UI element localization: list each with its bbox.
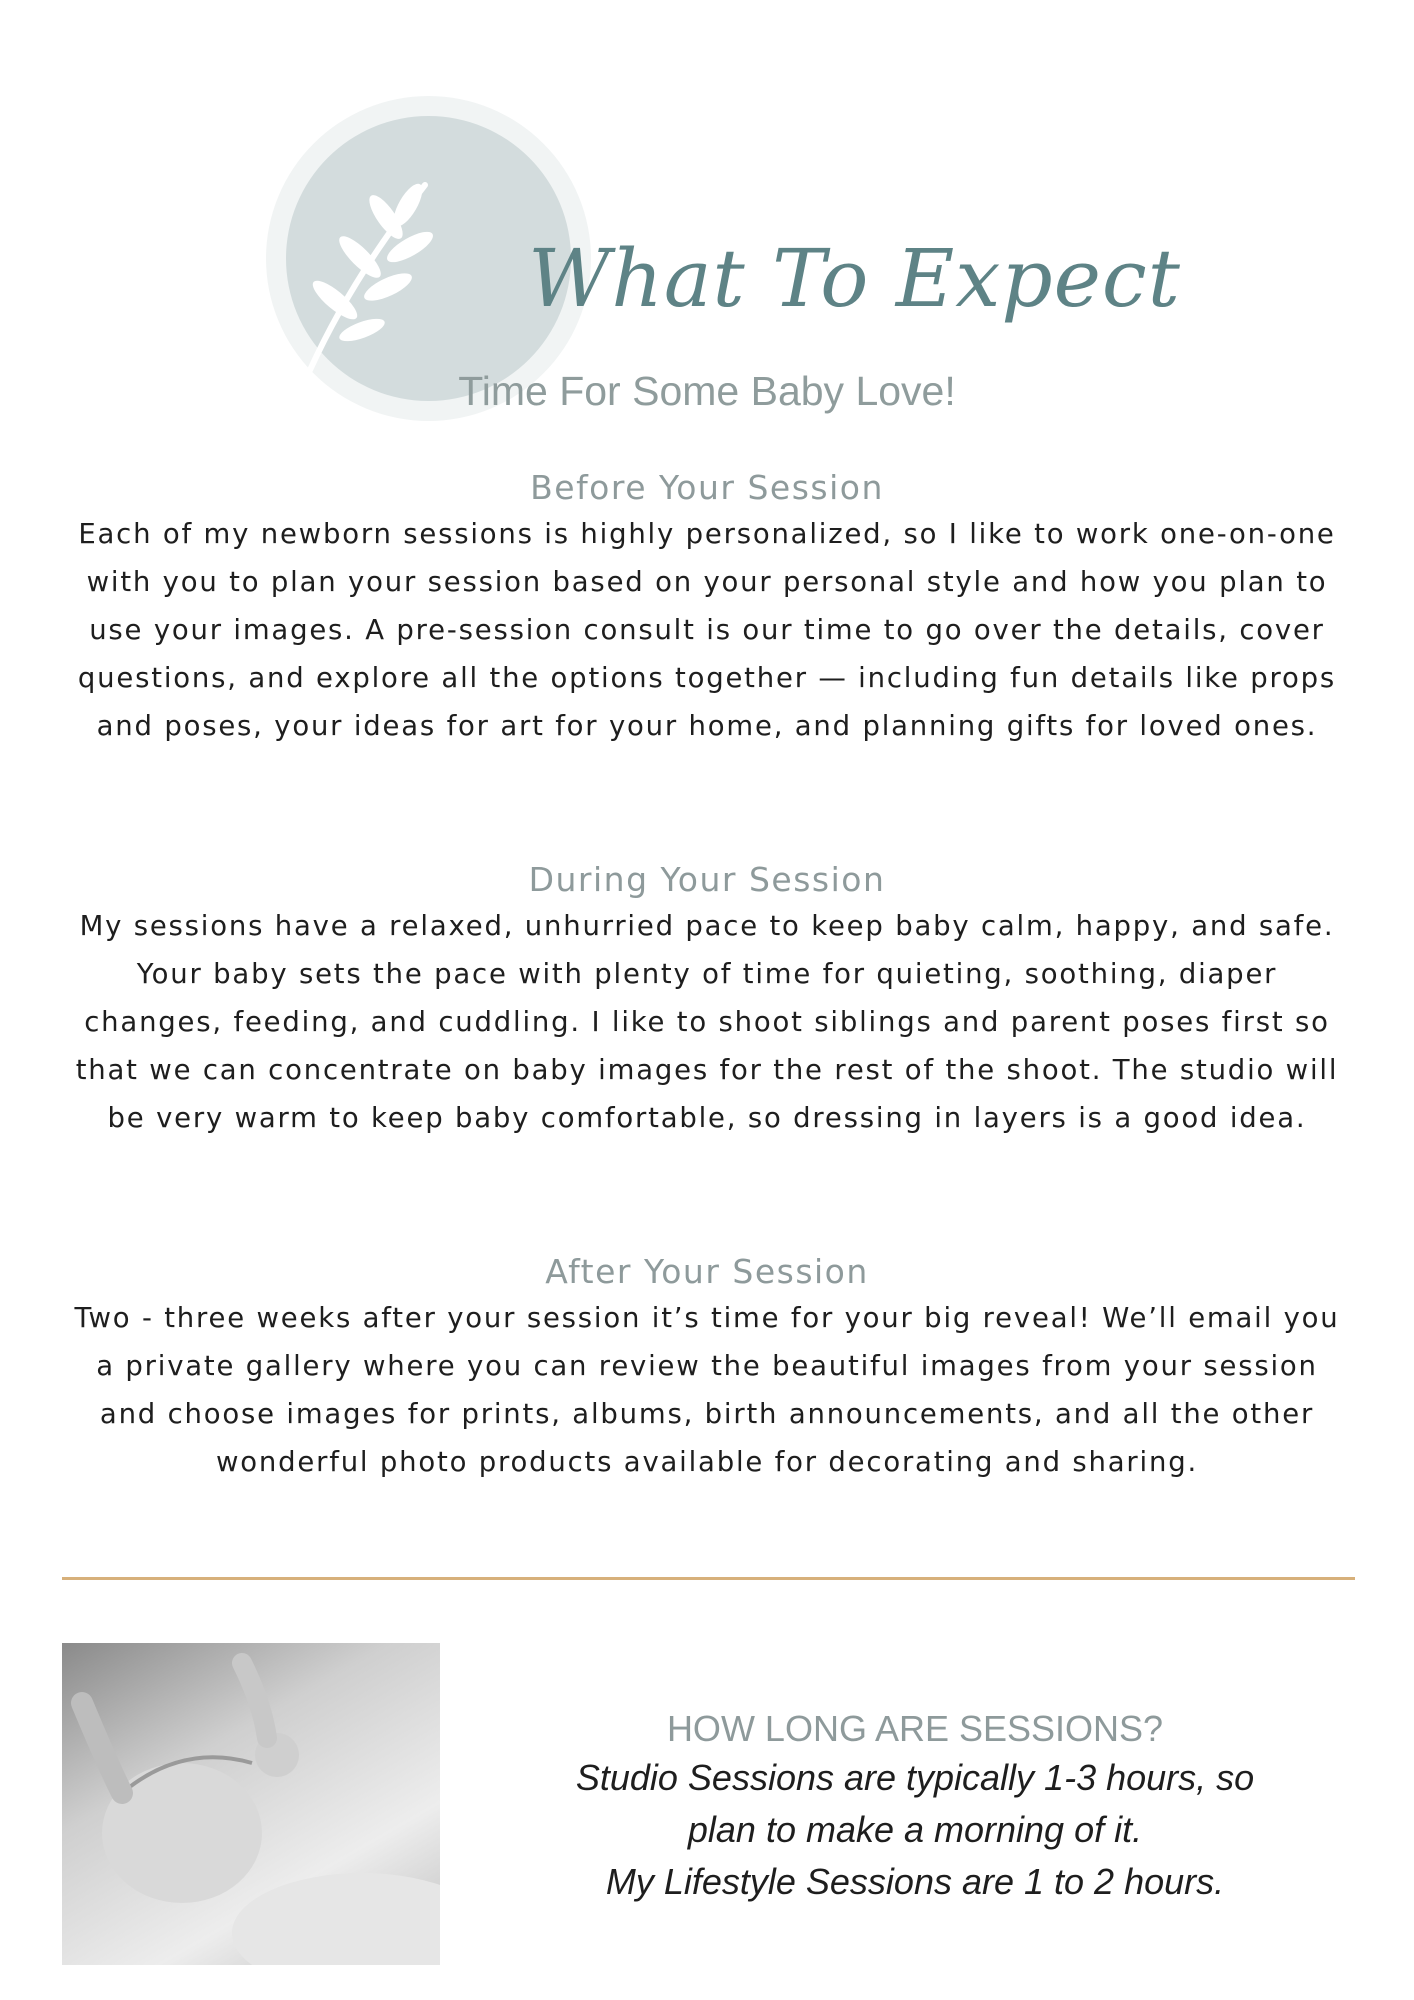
faq-answer-line: My Lifestyle Sessions are 1 to 2 hours. [605,1861,1225,1902]
faq-block [470,1706,1360,1908]
section-body: Two - three weeks after your session it’s time for your big reveal! We’ll email you a private gallery where you can review the beautiful images from your session and choose images for prints, albums, birth announcements, and all the other wonderful photo products available for decorating and sharing. [74,1302,1340,1478]
page-title: What To Expect [528,232,1181,325]
section-heading: After Your Session [545,1252,869,1291]
newborn-photo [62,1643,440,1965]
section-before [70,466,1344,750]
section-during [70,858,1344,1142]
section-body: Each of my newborn sessions is highly personalized, so I like to work one-on-one with you to plan your session based on your personal style and how you plan to use your images. A pre-session consult is our time to go over the details, cover questions, and explore all the options together — including fun details like props and poses, your ideas for art for your home, and planning gifts for loved ones. [77,518,1337,742]
divider [62,1577,1355,1580]
faq-answer-line: Studio Sessions are typically 1-3 hours, so [575,1757,1255,1798]
section-heading: Before Your Session [530,468,884,507]
faq-question: HOW LONG ARE SESSIONS? [666,1708,1164,1749]
section-after [70,1250,1344,1486]
faq-answer-line: plan to make a morning of it. [687,1809,1143,1850]
section-heading: During Your Session [528,860,886,899]
page-subtitle: Time For Some Baby Love! [458,368,956,414]
section-body: My sessions have a relaxed, unhurried pace to keep baby calm, happy, and safe. Your baby sets the pace with plenty of time for quieting, soothing, diaper changes, feeding, and cuddling. I like to shoot siblings and parent poses first so that we can concentrate on baby images for the rest of the shoot. The studio will be very warm to keep baby comfortable, so dressing in layers is a good idea. [75,910,1339,1134]
